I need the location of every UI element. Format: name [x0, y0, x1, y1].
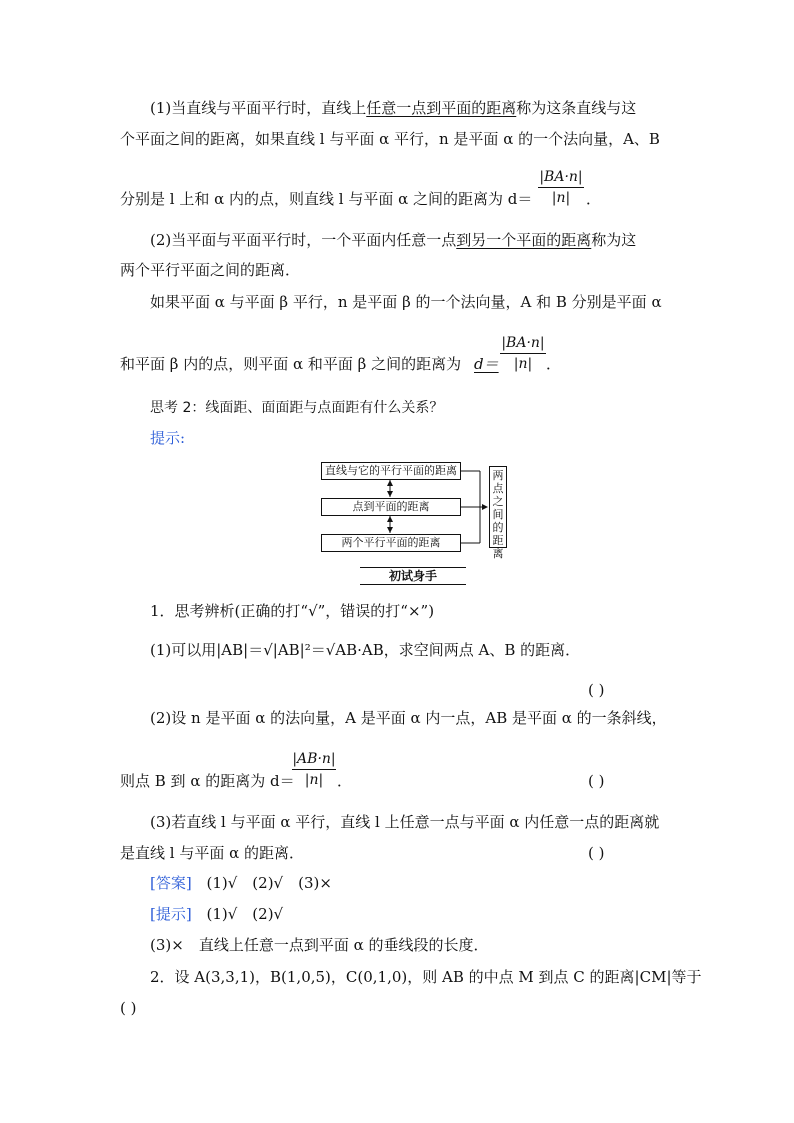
formula-fraction: |BA·n| |n| — [501, 335, 545, 372]
hint2-text: (1)√ (2)√ — [206, 905, 284, 923]
think-question: 思考 2：线面距、面面距与点面距有什么关系？ — [150, 400, 444, 416]
q1-statement-3-line1: (3)若直线 l 与平面 α 平行，直线 l 上任意一点与平面 α 内任意一点的距离就 — [150, 813, 660, 831]
p2-line4: 和平面 β 内的点，则平面 α 和平面 β 之间的距离为 — [120, 355, 462, 373]
diagram-box-plane-plane: 两个平行平面的距离 — [321, 534, 461, 552]
diagram-arrows — [300, 455, 520, 560]
diagram-box-two-points: 两点之间的距离 — [489, 466, 507, 548]
hint2-explanation: (3)× 直线上任意一点到平面 α 的垂线段的长度． — [150, 936, 489, 954]
q1-statement-2-line2: 则点 B 到 α 的距离为 d＝ — [120, 772, 295, 790]
answer-blank: ( ) — [588, 772, 605, 790]
answer-label: [答案] — [150, 874, 192, 892]
answer-line — [150, 872, 332, 894]
p1-line3: 分别是 l 上和 α 内的点，则直线 l 与平面 α 之间的距离为 d＝ — [120, 190, 533, 208]
q1-statement-3-line2: 是直线 l 与平面 α 的距离． — [120, 844, 305, 862]
q2-line2: ( ) — [120, 999, 137, 1017]
formula-fraction: |BA·n| |n| — [539, 169, 583, 206]
diagram-box-line-plane: 直线与它的平行平面的距离 — [321, 462, 461, 480]
diagram-box-point-plane: 点到平面的距离 — [321, 498, 461, 516]
q1-statement-2-line1: (2)设 n 是平面 α 的法向量，A 是平面 α 内一点，AB 是平面 α 的一条斜线， — [150, 709, 667, 727]
answer-blank: ( ) — [588, 681, 605, 699]
q1-statement-1: (1)可以用|AB|＝√|AB|²＝√AB·AB，求空间两点 A、B 的距离． — [150, 641, 581, 659]
q2-line1: 2．设 A(3,3,1)，B(1,0,5)，C(0,1,0)，则 AB 的中点 M 到点 C 的距离|CM|等于 — [150, 968, 702, 986]
formula-d: d＝ — [474, 355, 499, 373]
hint-label: 提示: — [150, 429, 186, 447]
p1-line2: 个平面之间的距离，如果直线 l 与平面 α 平行，n 是平面 α 的一个法向量，A、B — [120, 130, 660, 148]
p2-line2: 两个平行平面之间的距离． — [120, 261, 301, 279]
formula-fraction: |AB·n| |n| — [292, 751, 336, 788]
hint2-label: [提示] — [150, 905, 192, 923]
answer-blank: ( ) — [588, 844, 605, 862]
q1-title: 1．思考辨析(正确的打“√”，错误的打“×”) — [150, 602, 435, 620]
section-banner: 初试身手 — [360, 567, 466, 585]
p2-line1: (2)当平面与平面平行时，一个平面内任意一点到另一个平面的距离称为这 — [150, 231, 637, 249]
answer-text: (1)√ (2)√ (3)× — [206, 874, 332, 892]
p1-line1: (1)当直线与平面平行时，直线上任意一点到平面的距离称为这条直线与这 — [150, 99, 637, 117]
p2-line3: 如果平面 α 与平面 β 平行，n 是平面 β 的一个法向量，A 和 B 分别是平面 α — [150, 293, 662, 311]
hint-line — [150, 903, 283, 925]
